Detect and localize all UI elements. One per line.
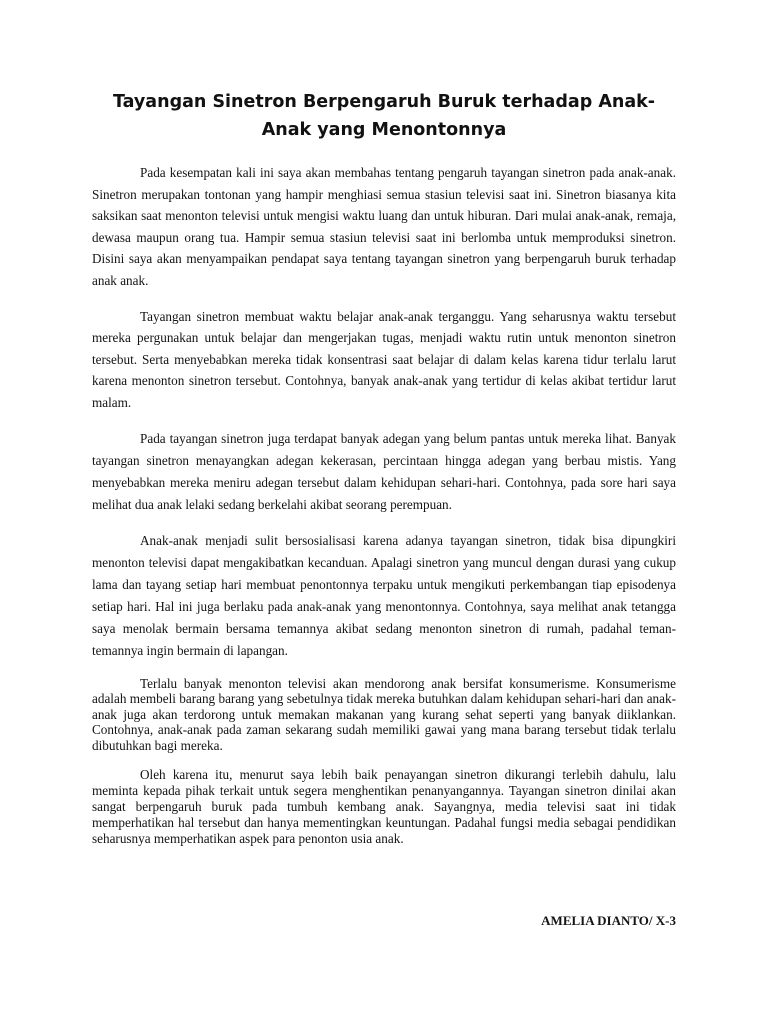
author-signature: AMELIA DIANTO/ X-3: [541, 913, 676, 928]
paragraph-introduction: Pada kesempatan kali ini saya akan membahas tentang pengaruh tayangan sinetron pada anak-anak. Sinetron merupakan tontonan yang hampir menghiasi semua stasiun televisi saat ini. Sinetron biasanya kita saksikan saat menonton televisi untuk mengisi waktu luang dan untuk hiburan. Dari mulai anak-anak, remaja, dewasa maupun orang tua. Hampir semua stasiun televisi saat ini berlomba untuk memproduksi sinetron. Disini saya akan menyampaikan pendapat saya tentang tayangan sinetron yang berpengaruh buruk terhadap anak anak.: [92, 165, 676, 288]
document-title: Tayangan Sinetron Berpengaruh Buruk terhadap Anak-Anak yang Menontonnya: [112, 92, 656, 140]
paragraph-inappropriate-scenes: Pada tayangan sinetron juga terdapat banyak adegan yang belum pantas untuk mereka lihat. Banyak tayangan sinetron menayangkan adegan kekerasan, percintaan hingga adegan yang berbau mistis. Yang menyebabkan mereka meniru adegan tersebut dalam kehidupan sehari-hari. Contohnya, pada sore hari saya melihat dua anak lelaki sedang berkelahi akibat seorang perempuan.: [92, 430, 676, 512]
paragraph-study-time: Tayangan sinetron membuat waktu belajar anak-anak terganggu. Yang seharusnya waktu tersebut mereka pergunakan untuk belajar dan mengerjakan tugas, menjadi waktu rutin untuk menonton sinetron tersebut. Serta menyebabkan mereka tidak konsentrasi saat belajar di dalam kelas karena tidur terlalu larut karena menonton sinetron tersebut. Contohnya, banyak anak-anak yang tertidur di kelas akibat tertidur larut malam.: [92, 308, 676, 410]
paragraph-consumerism: Terlalu banyak menonton televisi akan mendorong anak bersifat konsumerisme. Konsumerisme adalah membeli barang barang yang sebetulnya tidak mereka butuhkan dalam kehidupan sehari-hari dan anak-anak juga akan terdorong untuk memakan makanan yang kurang sehat seperti yang banyak diiklankan. Contohnya, anak-anak pada zaman sekarang sudah memiliki gawai yang mana barang tersebut tidak terlalu dibutuhkan bagi mereka.: [92, 675, 676, 753]
document-body: [92, 162, 676, 848]
paragraph-conclusion: Oleh karena itu, menurut saya lebih baik penayangan sinetron dikurangi terlebih dahulu, lalu meminta kepada pihak terkait untuk segera menghentikan penanyangannya. Tayangan sinetron dinilai akan sangat berpengaruh buruk pada tumbuh kembang anak. Sayangnya, media televisi saat ini tidak memperhatikan hal tersebut dan hanya mementingkan keuntungan. Padahal fungsi media sebagai pendidikan seharusnya memperhatikan aspek para penonton usia anak.: [92, 766, 676, 847]
paragraph-socialization: Anak-anak menjadi sulit bersosialisasi karena adanya tayangan sinetron, tidak bisa dipungkiri menonton televisi dapat mengakibatkan kecanduan. Apalagi sinetron yang muncul dengan durasi yang cukup lama dan tayang setiap hari membuat penontonnya terpaku untuk mengikuti perkembangan tiap episodenya setiap hari. Hal ini juga berlaku pada anak-anak yang menontonnya. Contohnya, saya melihat anak tetangga saya menolak bermain bersama temannya akibat sedang menonton sinetron di rumah, padahal teman-temannya ingin bermain di lapangan.: [92, 532, 676, 658]
